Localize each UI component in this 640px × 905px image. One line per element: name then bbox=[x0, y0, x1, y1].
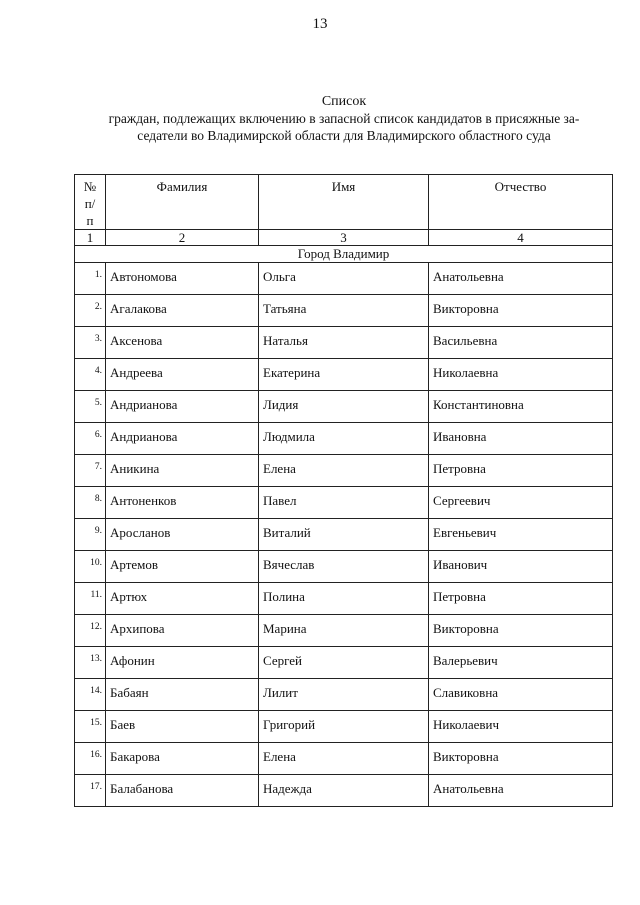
title-main: Список bbox=[321, 94, 367, 109]
first-name-cell: Наталья bbox=[259, 327, 429, 359]
section-title: Город Владимир bbox=[75, 246, 613, 263]
header-last-name: Фамилия bbox=[106, 175, 259, 230]
title-line-2: седатели во Владимирской области для Владимирского областного суда bbox=[137, 128, 551, 143]
first-name-cell: Татьяна bbox=[259, 295, 429, 327]
table-row bbox=[75, 775, 613, 807]
first-name-cell: Григорий bbox=[259, 711, 429, 743]
title-line-1: граждан, подлежащих включению в запасной список кандидатов в присяжные за- bbox=[108, 111, 580, 126]
row-number: 11. bbox=[75, 583, 106, 615]
patronymic-cell: Евгеньевич bbox=[429, 519, 613, 551]
patronymic-cell: Славиковна bbox=[429, 679, 613, 711]
patronymic-cell: Николаевна bbox=[429, 359, 613, 391]
header-num-line: п/ bbox=[84, 196, 96, 211]
last-name-cell: Андреева bbox=[106, 359, 259, 391]
patronymic-cell: Петровна bbox=[429, 583, 613, 615]
table-row bbox=[75, 391, 613, 423]
table-row bbox=[75, 615, 613, 647]
last-name-cell: Автономова bbox=[106, 263, 259, 295]
document-title bbox=[78, 93, 610, 144]
row-number: 13. bbox=[75, 647, 106, 679]
column-index: 2 bbox=[106, 230, 259, 246]
row-number: 4. bbox=[75, 359, 106, 391]
last-name-cell: Балабанова bbox=[106, 775, 259, 807]
first-name-cell: Вячеслав bbox=[259, 551, 429, 583]
patronymic-cell: Викторовна bbox=[429, 295, 613, 327]
patronymic-cell: Петровна bbox=[429, 455, 613, 487]
first-name-cell: Сергей bbox=[259, 647, 429, 679]
row-number: 1. bbox=[75, 263, 106, 295]
patronymic-cell: Васильевна bbox=[429, 327, 613, 359]
first-name-cell: Екатерина bbox=[259, 359, 429, 391]
table-header-row bbox=[75, 175, 613, 230]
table-row bbox=[75, 455, 613, 487]
last-name-cell: Бакарова bbox=[106, 743, 259, 775]
header-num bbox=[75, 175, 106, 230]
last-name-cell: Агалакова bbox=[106, 295, 259, 327]
row-number: 14. bbox=[75, 679, 106, 711]
first-name-cell: Елена bbox=[259, 743, 429, 775]
row-number: 8. bbox=[75, 487, 106, 519]
patronymic-cell: Ивановна bbox=[429, 423, 613, 455]
row-number: 17. bbox=[75, 775, 106, 807]
first-name-cell: Павел bbox=[259, 487, 429, 519]
row-number: 12. bbox=[75, 615, 106, 647]
last-name-cell: Бабаян bbox=[106, 679, 259, 711]
patronymic-cell: Константиновна bbox=[429, 391, 613, 423]
first-name-cell: Лилит bbox=[259, 679, 429, 711]
first-name-cell: Марина bbox=[259, 615, 429, 647]
last-name-cell: Андрианова bbox=[106, 423, 259, 455]
patronymic-cell: Викторовна bbox=[429, 615, 613, 647]
table-row bbox=[75, 423, 613, 455]
row-number: 6. bbox=[75, 423, 106, 455]
first-name-cell: Людмила bbox=[259, 423, 429, 455]
column-index: 4 bbox=[429, 230, 613, 246]
table-row bbox=[75, 583, 613, 615]
row-number: 2. bbox=[75, 295, 106, 327]
patronymic-cell: Анатольевна bbox=[429, 775, 613, 807]
table-row bbox=[75, 327, 613, 359]
last-name-cell: Афонин bbox=[106, 647, 259, 679]
header-num-line: № bbox=[83, 179, 97, 194]
table-row bbox=[75, 487, 613, 519]
section-row bbox=[75, 246, 613, 263]
first-name-cell: Лидия bbox=[259, 391, 429, 423]
table-row bbox=[75, 679, 613, 711]
first-name-cell: Ольга bbox=[259, 263, 429, 295]
column-index: 3 bbox=[259, 230, 429, 246]
patronymic-cell: Николаевич bbox=[429, 711, 613, 743]
column-index: 1 bbox=[75, 230, 106, 246]
last-name-cell: Архипова bbox=[106, 615, 259, 647]
first-name-cell: Елена bbox=[259, 455, 429, 487]
patronymic-cell: Викторовна bbox=[429, 743, 613, 775]
first-name-cell: Виталий bbox=[259, 519, 429, 551]
row-number: 5. bbox=[75, 391, 106, 423]
row-number: 9. bbox=[75, 519, 106, 551]
patronymic-cell: Валерьевич bbox=[429, 647, 613, 679]
last-name-cell: Артемов bbox=[106, 551, 259, 583]
header-first-name: Имя bbox=[259, 175, 429, 230]
patronymic-cell: Анатольевна bbox=[429, 263, 613, 295]
header-patronymic: Отчество bbox=[429, 175, 613, 230]
table-row bbox=[75, 263, 613, 295]
table-row bbox=[75, 551, 613, 583]
row-number: 7. bbox=[75, 455, 106, 487]
row-number: 16. bbox=[75, 743, 106, 775]
table-row bbox=[75, 743, 613, 775]
column-index-row bbox=[75, 230, 613, 246]
row-number: 3. bbox=[75, 327, 106, 359]
table-row bbox=[75, 295, 613, 327]
table-row bbox=[75, 711, 613, 743]
page-number: 13 bbox=[312, 16, 328, 32]
row-number: 10. bbox=[75, 551, 106, 583]
last-name-cell: Аникина bbox=[106, 455, 259, 487]
header-num-line: п bbox=[86, 213, 94, 228]
last-name-cell: Антоненков bbox=[106, 487, 259, 519]
last-name-cell: Баев bbox=[106, 711, 259, 743]
table-row bbox=[75, 647, 613, 679]
last-name-cell: Артюх bbox=[106, 583, 259, 615]
table-row bbox=[75, 359, 613, 391]
patronymic-cell: Сергеевич bbox=[429, 487, 613, 519]
first-name-cell: Полина bbox=[259, 583, 429, 615]
last-name-cell: Андрианова bbox=[106, 391, 259, 423]
patronymic-cell: Иванович bbox=[429, 551, 613, 583]
first-name-cell: Надежда bbox=[259, 775, 429, 807]
last-name-cell: Аксенова bbox=[106, 327, 259, 359]
last-name-cell: Аросланов bbox=[106, 519, 259, 551]
row-number: 15. bbox=[75, 711, 106, 743]
candidates-table bbox=[74, 174, 613, 807]
table-row bbox=[75, 519, 613, 551]
